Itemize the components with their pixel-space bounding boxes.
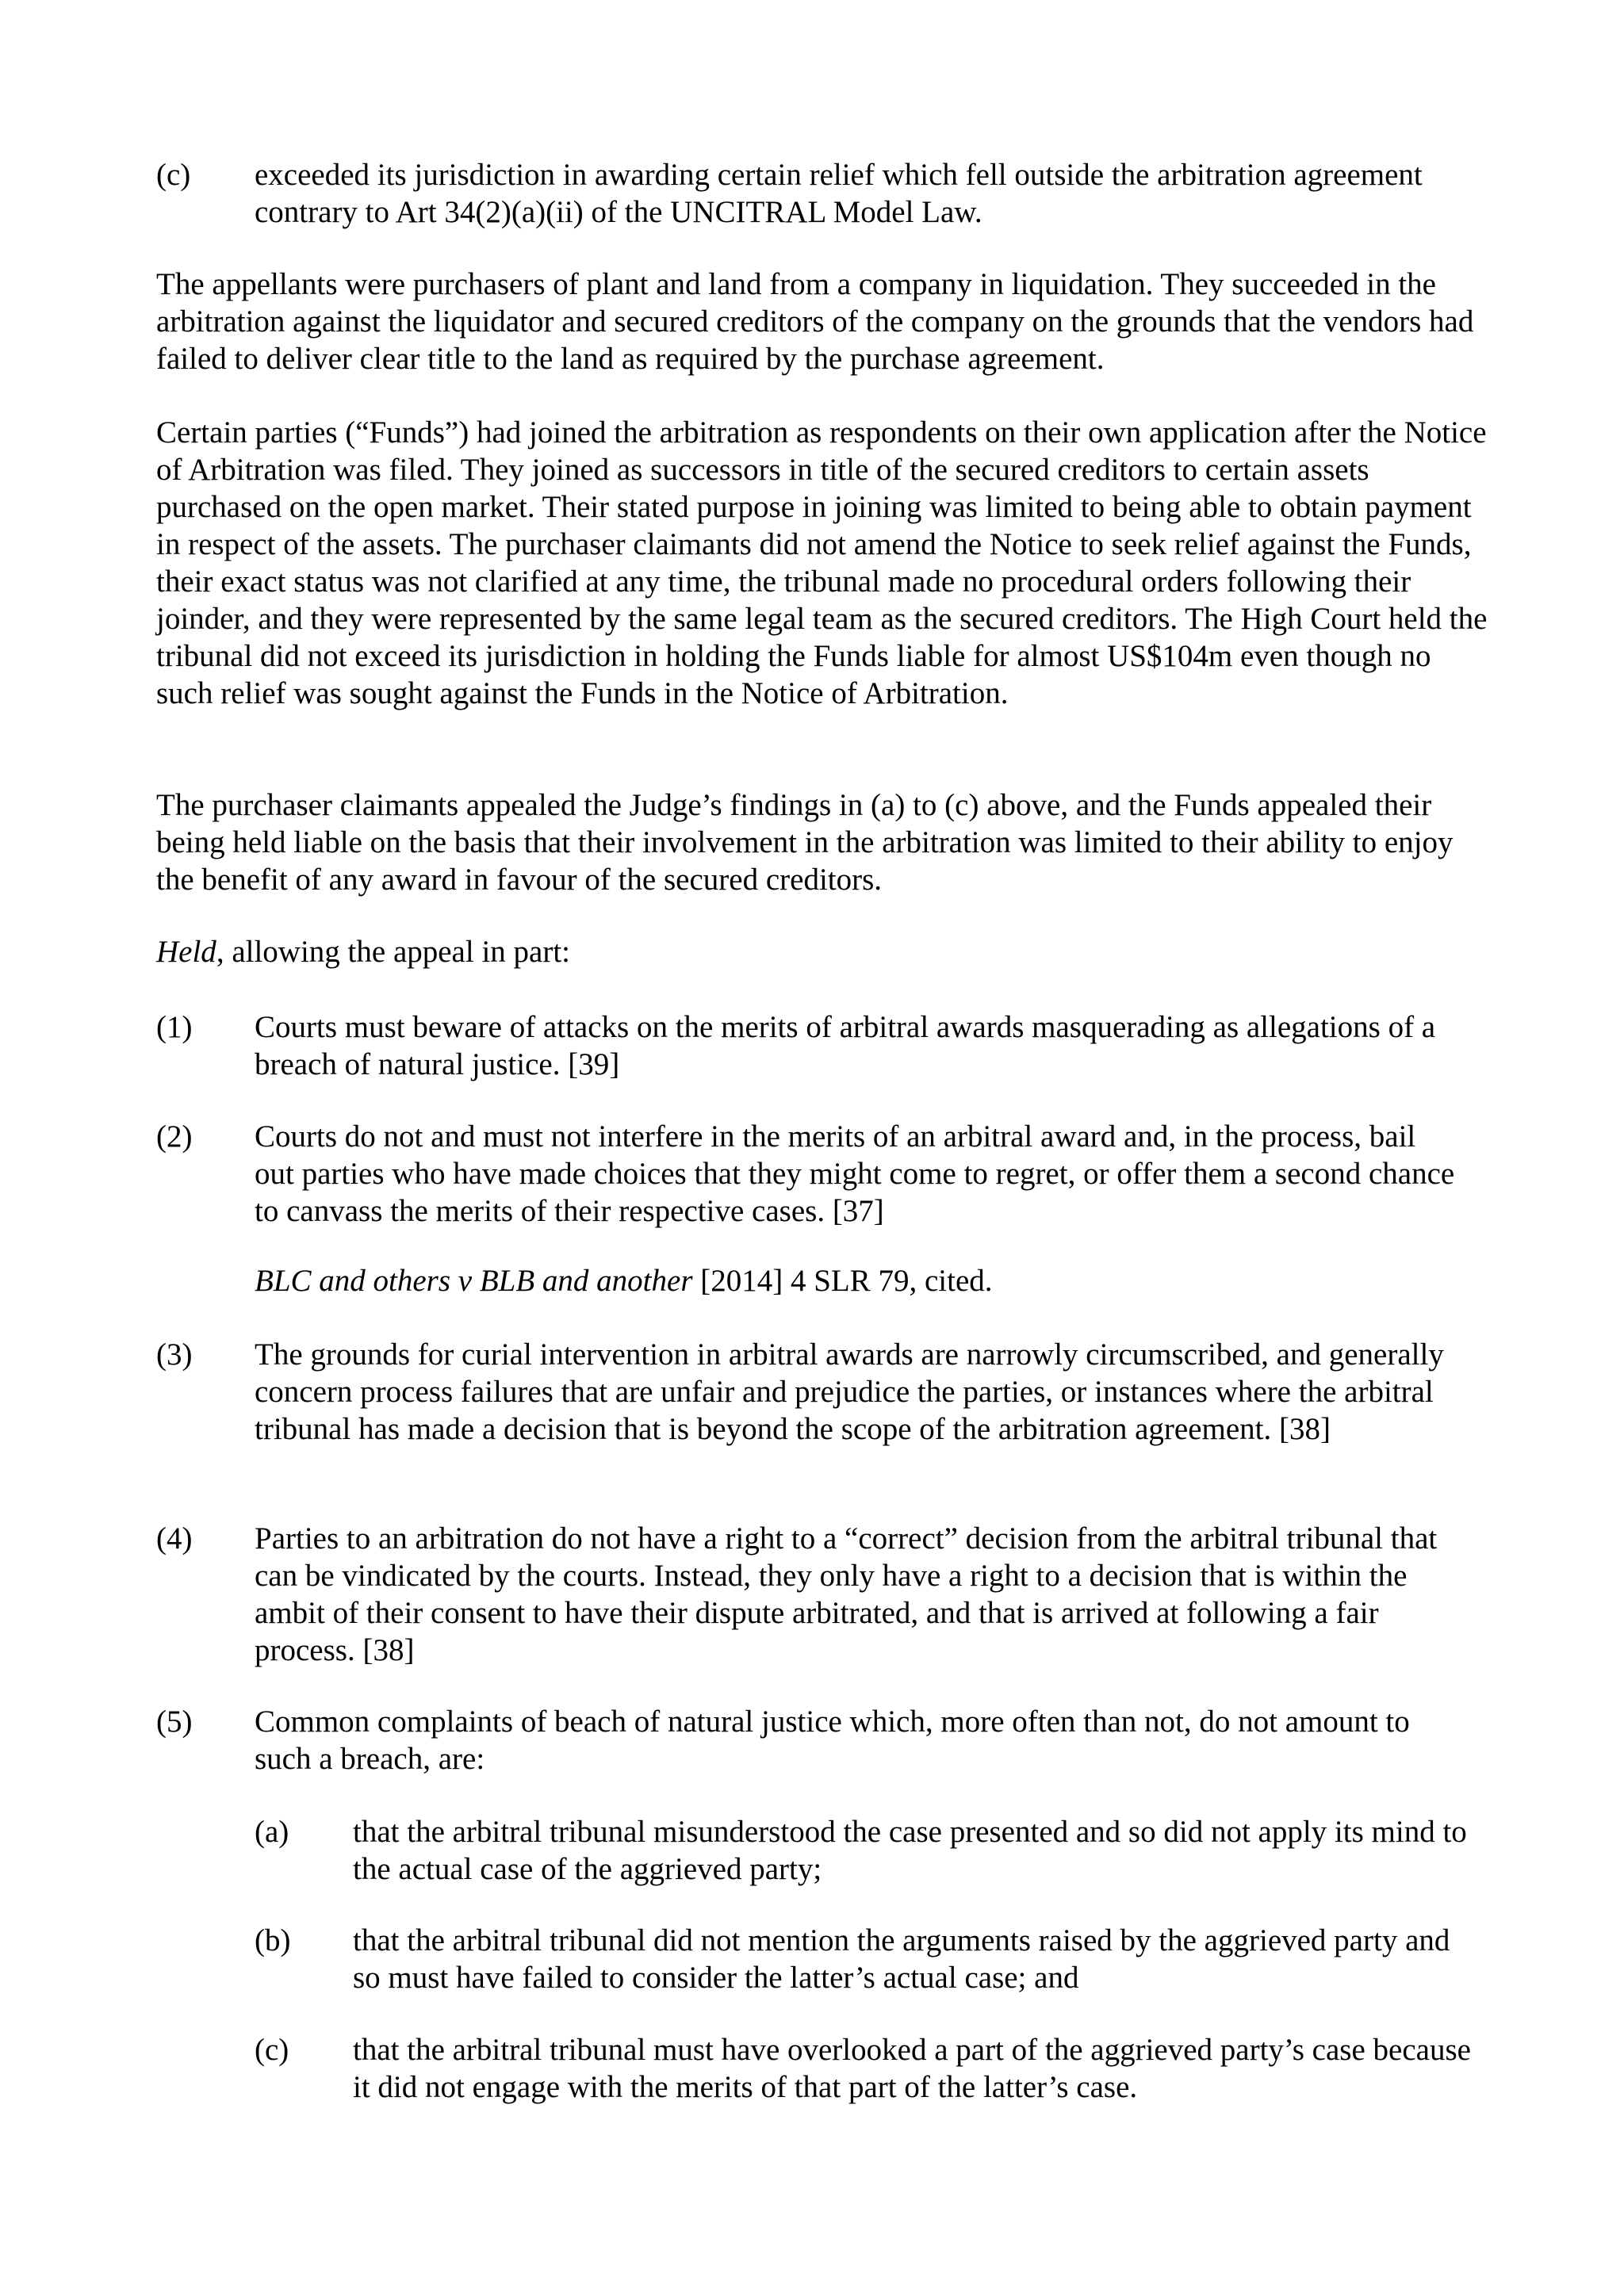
holding-2 [156,1118,1457,1230]
sub-item-text: that the arbitral tribunal must have overlooked a part of the aggrieved party’s case because it did not engage with the merits of that part of the latter’s case. [353,2033,1471,2104]
holding-4 [156,1520,1457,1669]
holding-text: Courts do not and must not interfere in the merits of an arbitral award and, in the process, bail out parties who have made choices that they might come to regret, or offer them a second chance to canvass the merits of their respective cases. [37] [255,1119,1455,1228]
sub-item-c [255,2031,1476,2106]
case-citation [255,1262,1444,1299]
holding-label: (3) [156,1337,193,1372]
holding-label: (5) [156,1705,193,1739]
held-label: Held [156,935,216,969]
holding-5 [156,1703,1457,1777]
sub-item-label: (a) [255,1815,289,1849]
case-name: BLC and others v BLB and another [255,1264,693,1298]
facts-paragraph-2: Certain parties (“Funds”) had joined the arbitration as respondents on their own application after the Notice of Arbitration was filed. They joined as successors in title of the secured creditors to certain assets purchased on the open market. Their stated purpose in joining was limited to being able to obtain payment in respect of the assets. The purchaser claimants did not amend the Notice to seek relief against the Funds, their exact status was not clarified at any time, the tribunal made no procedural orders following their joinder, and they were represented by the same legal team as the secured creditors. The High Court held the tribunal did not exceed its jurisdiction in holding the Funds liable for almost US$104m even though no such relief was sought against the Funds in the Notice of Arbitration. [156,415,1488,710]
holding-text: Common complaints of beach of natural justice which, more often than not, do not amount to such a breach, are: [255,1705,1410,1776]
citation-reference: [2014] 4 SLR 79, cited. [692,1264,993,1298]
facts-paragraph-3: The purchaser claimants appealed the Judge’s findings in (a) to (c) above, and the Funds appealed their being held liable on the basis that their involvement in the arbitration was limited to their ability to enjoy the benefit of any award in favour of the secured creditors. [156,788,1454,897]
holding-label: (1) [156,1010,193,1044]
holding-3 [156,1336,1457,1448]
item-label: (c) [156,158,191,192]
sub-item-text: that the arbitral tribunal misunderstood the case presented and so did not apply its mind to the actual case of the aggrieved party; [353,1815,1467,1886]
sub-item-label: (c) [255,2033,289,2067]
sub-item-b [255,1922,1476,1996]
holding-label: (2) [156,1119,193,1154]
sub-item-label: (b) [255,1923,291,1957]
sub-item-text: that the arbitral tribunal did not mention the arguments raised by the aggrieved party and so must have failed to consider the latter’s actual case; and [353,1923,1450,1995]
holding-text: The grounds for curial intervention in arbitral awards are narrowly circumscribed, and generally concern process failures that are unfair and prejudice the parties, or instances where the arbitral tribunal has made a decision that is beyond the scope of the arbitration agreement. [38] [255,1337,1444,1446]
held-line [156,933,1488,970]
item-text: exceeded its jurisdiction in awarding certain relief which fell outside the arbitration agreement contrary to Art 34(2)(a)(ii) of the UNCITRAL Model Law. [255,158,1423,229]
holding-text: Courts must beware of attacks on the merits of arbitral awards masquerading as allegations of a breach of natural justice. [39] [255,1010,1436,1081]
holding-label: (4) [156,1521,193,1556]
holding-text: Parties to an arbitration do not have a right to a “correct” decision from the arbitral tribunal that can be vindicated by the courts. Instead, they only have a right to a decision that is within the ambit of their consent to have their dispute arbitrated, and that is arrived at following a fair process. [38] [255,1521,1438,1667]
held-text: , allowing the appeal in part: [216,935,571,969]
sub-item-a [255,1813,1476,1888]
holding-1 [156,1008,1457,1083]
facts-paragraph-1: The appellants were purchasers of plant and land from a company in liquidation. They succeeded in the arbitration against the liquidator and secured creditors of the company on the grounds that the vendors had failed to deliver clear title to the land as required by the purchase agreement. [156,267,1474,376]
list-item-c [156,156,1457,231]
